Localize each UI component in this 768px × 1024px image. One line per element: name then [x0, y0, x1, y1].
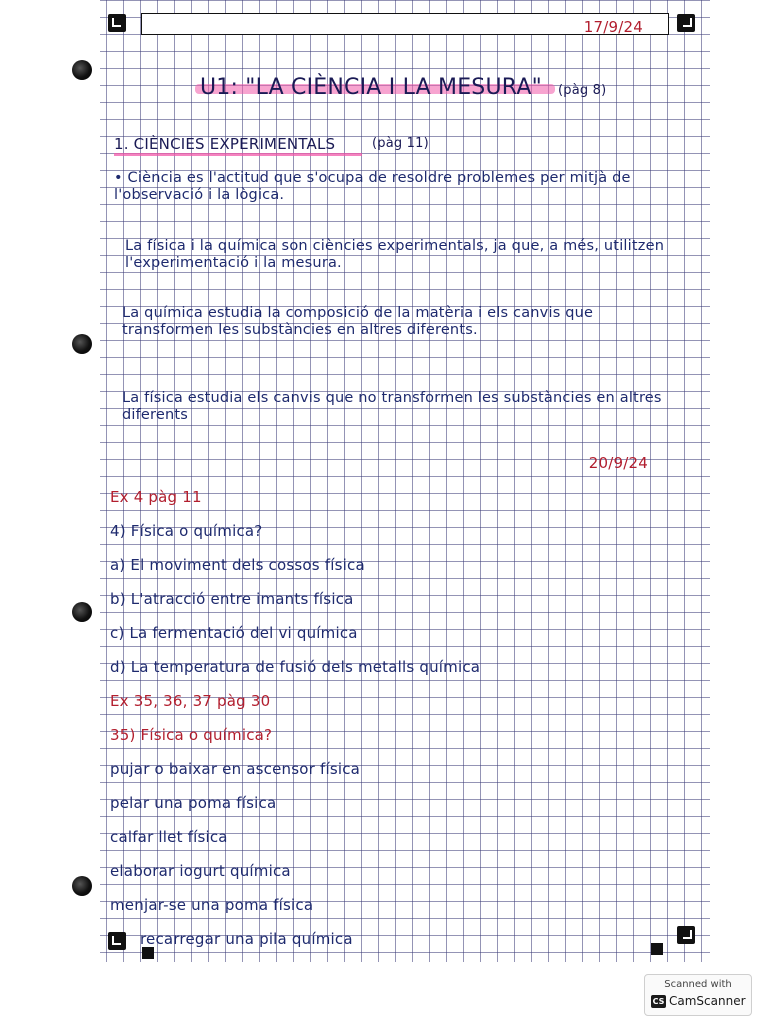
- camscanner-logo-icon: CS: [652, 997, 665, 1006]
- answer-line: elaborar iogurt química: [110, 862, 291, 880]
- corner-marker-icon: [677, 14, 695, 32]
- paragraph: La física estudia els canvis que no transformen les substàncies en altres diferents: [122, 390, 662, 423]
- answer-line: a) El moviment dels cossos física: [110, 556, 365, 574]
- date-label: 20/9/24: [588, 454, 648, 472]
- corner-marker-icon: [677, 926, 695, 944]
- answer-line: b) L'atracció entre imants física: [110, 590, 354, 608]
- binder-hole: [72, 876, 92, 896]
- binder-hole: [72, 334, 92, 354]
- exercise-ref: Ex 35, 36, 37 pàg 30: [110, 692, 271, 710]
- paragraph: La física i la química son ciències experimentals, ja que, a més, utilitzen l'experimentació i la mesura.: [125, 238, 665, 271]
- answer-line: pelar una poma física: [110, 794, 277, 812]
- paragraph: La química estudia la composició de la matèria i els canvis que transformen les substàncies en altres diferents.: [122, 305, 594, 338]
- watermark-brand: CamScanner: [669, 994, 746, 1008]
- answer-line: calfar llet física: [110, 828, 228, 846]
- section-heading: 1. CIÈNCIES EXPERIMENTALS: [114, 135, 336, 153]
- page-title: U1: "LA CIÈNCIA I LA MESURA": [200, 75, 542, 100]
- answer-line: recarregar una pila química: [140, 930, 353, 948]
- corner-marker-icon: [108, 932, 126, 950]
- question: 35) Física o química?: [110, 726, 273, 744]
- answer-line: menjar-se una poma física: [110, 896, 314, 914]
- scan-marker: [651, 943, 663, 955]
- corner-marker-icon: [108, 14, 126, 32]
- section-underline: [114, 153, 362, 156]
- date-label: 17/9/24: [583, 18, 643, 36]
- answer-line: pujar o baixar en ascensor física: [110, 760, 361, 778]
- section-page-ref: (pàg 11): [372, 136, 429, 151]
- answer-line: c) La fermentació del vi química: [110, 624, 358, 642]
- title-page-ref: (pàg 8): [558, 83, 607, 98]
- binder-hole: [72, 60, 92, 80]
- exercise-ref: Ex 4 pàg 11: [110, 488, 202, 506]
- watermark-caption: Scanned with: [664, 979, 732, 990]
- question: 4) Física o química?: [110, 522, 263, 540]
- answer-line: d) La temperatura de fusió dels metalls química: [110, 658, 481, 676]
- binder-hole: [72, 602, 92, 622]
- camscanner-watermark: [644, 974, 752, 1016]
- paragraph: • Ciència es l'actitud que s'ocupa de resoldre problemes per mitjà de l'observació i la lògica.: [114, 170, 631, 203]
- scan-marker: [142, 947, 154, 959]
